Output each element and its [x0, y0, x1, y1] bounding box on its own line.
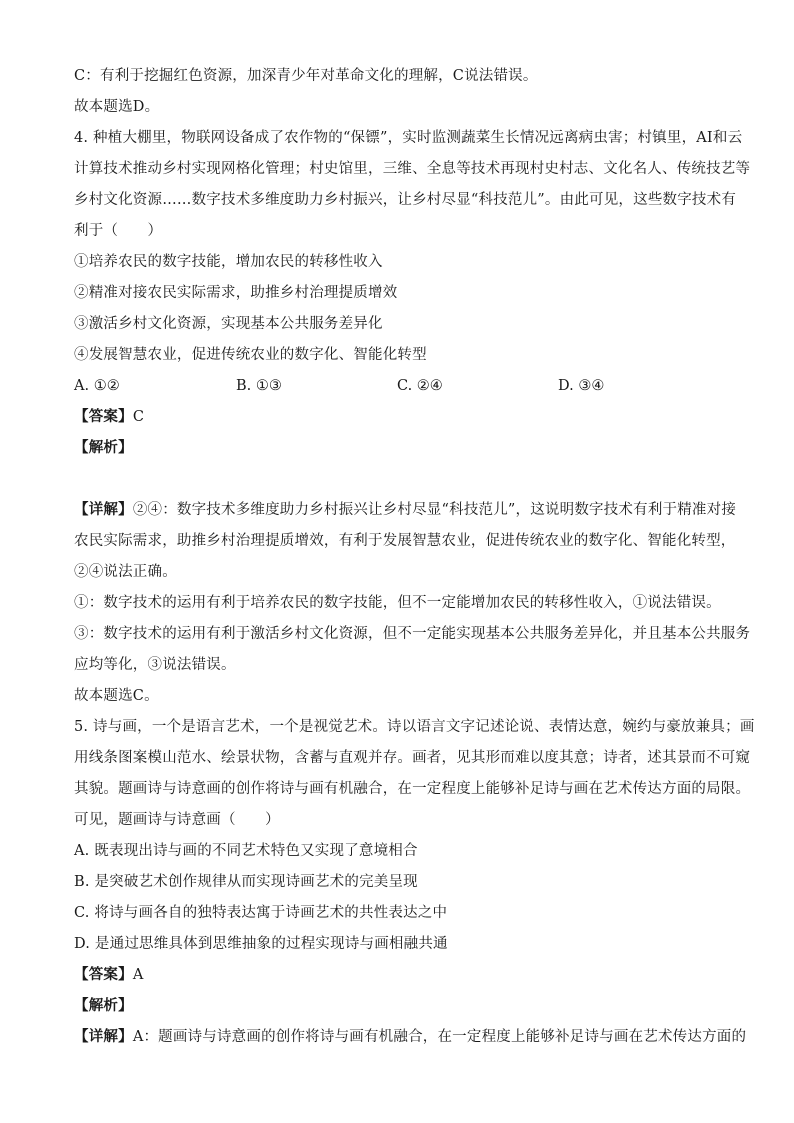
analysis-tag: 【解析】 [74, 997, 133, 1014]
detail-text: ②④：数字技术多维度助力乡村振兴让乡村尽显“科技范儿”，这说明数字技术有利于精准对接 [132, 502, 737, 518]
text-line: C：有利于挖掘红色资源，加深青少年对革命文化的理解，C说法错误。 [74, 68, 538, 84]
option-c: C. ②④ [397, 378, 443, 394]
question-4-stem: 乡村文化资源……数字技术多维度助力乡村振兴，让乡村尽显“科技范儿”。由此可见，这些数字技术有 [74, 192, 737, 208]
question-4-detail: 故本题选C。 [74, 688, 159, 704]
question-4-analysis [74, 438, 724, 458]
option-a: A. 既表现出诗与画的不同艺术特色又实现了意境相合 [74, 843, 418, 859]
question-4-detail [74, 500, 737, 520]
statement-1: ①培养农民的数字技能，增加农民的转移性收入 [74, 254, 383, 270]
option-b: B. ①③ [236, 378, 282, 394]
detail-text: A：题画诗与诗意画的创作将诗与画有机融合，在一定程度上能够补足诗与画在艺术传达方面的 [132, 1029, 747, 1045]
question-5-stem: 5. 诗与画，一个是语言艺术，一个是视觉艺术。诗以语言文字记述论说、表情达意，婉约与豪放兼具；画 [74, 719, 755, 735]
question-5-analysis [74, 996, 724, 1016]
analysis-tag: 【解析】 [74, 439, 133, 456]
statement-2: ②精准对接农民实际需求，助推乡村治理提质增效 [74, 285, 398, 301]
answer-value: C [132, 409, 145, 425]
question-5-stem: 用线条图案模山范水、绘景状物，含蓄与直观并存。画者，见其形而难以度其意；诗者，述其景而不可窥 [74, 750, 751, 766]
option-d: D. ③④ [558, 378, 605, 394]
question-5-detail [74, 1027, 747, 1047]
question-4-stem: 4. 种植大棚里，物联网设备成了农作物的“保镖”，实时监测蔬菜生长情况远离病虫害；村镇里，AI和云 [74, 130, 743, 146]
statement-3: ③激活乡村文化资源，实现基本公共服务差异化 [74, 316, 383, 332]
question-4-answer [74, 407, 724, 427]
question-4-stem: 利于（ ） [74, 223, 163, 239]
question-5-stem: 其貌。题画诗与诗意画的创作将诗与画有机融合，在一定程度上能够补足诗与画在艺术传达方面的局限。 [74, 781, 751, 797]
option-b: B. 是突破艺术创作规律从而实现诗画艺术的完美呈现 [74, 874, 418, 890]
question-4-options [74, 376, 724, 396]
option-a: A. ①② [74, 378, 120, 394]
question-4-detail: 应均等化，③说法错误。 [74, 657, 236, 673]
statement-4: ④发展智慧农业，促进传统农业的数字化、智能化转型 [74, 347, 427, 363]
question-4-detail: ③：数字技术的运用有利于激活乡村文化资源，但不一定能实现基本公共服务差异化，并且基本公共服务 [74, 626, 751, 642]
question-4-stem: 计算技术推动乡村实现网格化管理；村史馆里，三维、全息等技术再现村史村志、文化名人、传统技艺等 [74, 161, 751, 177]
option-d: D. 是通过思维具体到思维抽象的过程实现诗与画相融共通 [74, 936, 448, 952]
detail-tag: 【详解】 [74, 501, 133, 518]
answer-value: A [132, 967, 144, 983]
question-4-detail: 农民实际需求，助推乡村治理提质增效，有利于发展智慧农业，促进传统农业的数字化、智能化转型， [74, 533, 736, 549]
option-c: C. 将诗与画各自的独特表达寓于诗画艺术的共性表达之中 [74, 905, 448, 921]
question-5-stem: 可见，题画诗与诗意画（ ） [74, 812, 280, 828]
answer-tag: 【答案】 [74, 408, 133, 425]
question-4-detail: ①：数字技术的运用有利于培养农民的数字技能，但不一定能增加农民的转移性收入，①说法错误。 [74, 595, 721, 611]
detail-tag: 【详解】 [74, 1028, 133, 1045]
answer-tag: 【答案】 [74, 966, 133, 983]
text-line: 故本题选D。 [74, 99, 160, 115]
question-4-detail: ②④说法正确。 [74, 564, 177, 580]
question-5-answer [74, 965, 724, 985]
